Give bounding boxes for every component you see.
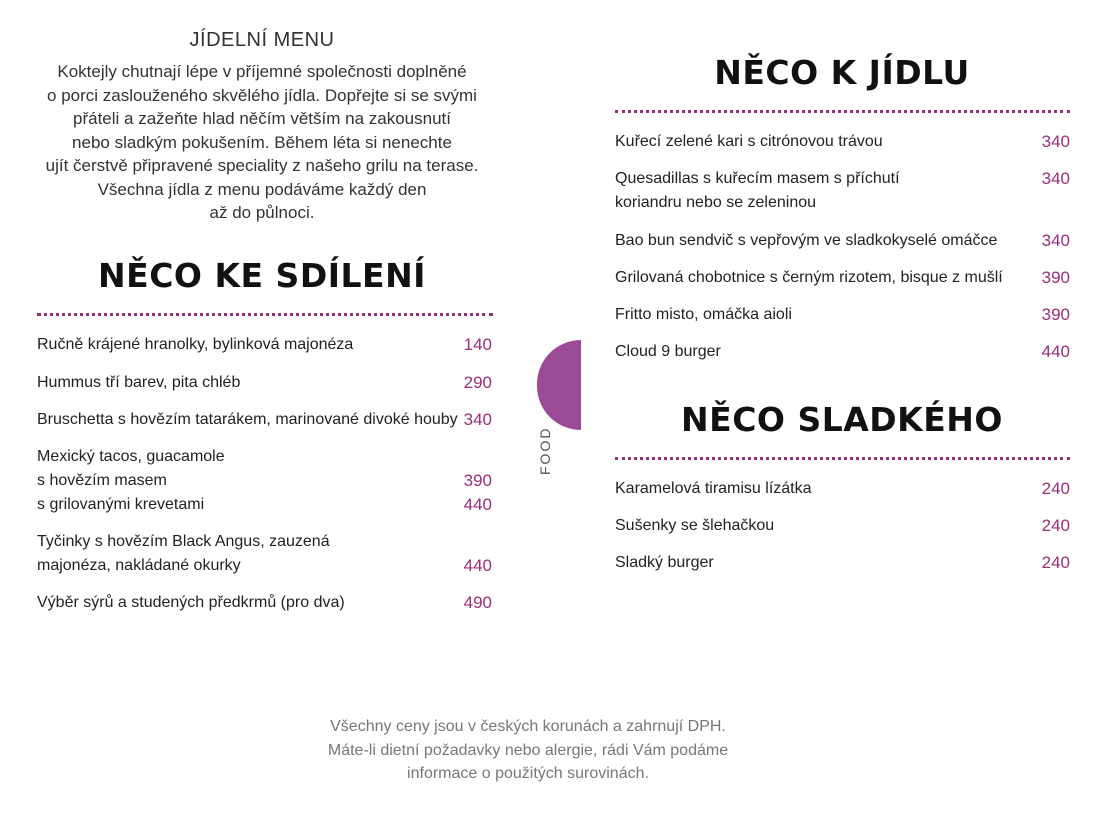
menu-item [37, 408, 458, 432]
intro-paragraph [30, 60, 494, 225]
menu-item [37, 333, 353, 357]
price: 240 [1041, 516, 1070, 535]
menu-item [615, 229, 997, 253]
price: 240 [1041, 553, 1070, 572]
menu-item-name: Karamelová tiramisu lízátka [615, 480, 812, 497]
price: 490 [463, 593, 492, 612]
menu-item [37, 445, 225, 517]
menu-item-name: Mexický tacos, guacamole [37, 448, 225, 465]
section-heading-sharing: NĚCO KE SDÍLENÍ [98, 256, 426, 295]
price: 440 [463, 495, 492, 514]
footer-line: Máte-li dietní požadavky nebo alergie, rádi Vám podáme [327, 741, 729, 759]
intro-line: ujít čerstvě připravené speciality z našeho grilu na terase. [45, 156, 479, 175]
menu-item-name: Bruschetta s hovězím tatarákem, marinované divoké houby [37, 411, 458, 428]
menu-item-price [430, 445, 492, 517]
price: 140 [463, 335, 492, 354]
menu-title: JÍDELNÍ MENU [189, 29, 335, 51]
menu-item-price [430, 371, 492, 395]
price: 340 [463, 410, 492, 429]
price: 390 [1041, 268, 1070, 287]
menu-item [615, 303, 792, 327]
footer-line: informace o použitých surovinách. [407, 765, 649, 782]
price: 340 [1041, 132, 1070, 151]
menu-item-name: Quesadillas s kuřecím masem s příchutí [615, 170, 900, 187]
menu-item-price [1008, 477, 1070, 501]
menu-item-name: Kuřecí zelené kari s citrónovou trávou [615, 133, 883, 150]
price [430, 530, 492, 554]
price: 340 [1041, 169, 1070, 188]
menu-item [615, 477, 812, 501]
price: 290 [463, 373, 492, 392]
menu-item-price [430, 333, 492, 357]
menu-item [615, 130, 883, 154]
menu-item-name: Sladký burger [615, 554, 714, 571]
dotted-divider [37, 313, 493, 316]
menu-item-price [430, 530, 492, 578]
footer-note [260, 715, 796, 786]
menu-item-price [1008, 551, 1070, 575]
menu-item-name: Grilovaná chobotnice s černým rizotem, bisque z mušlí [615, 269, 1003, 286]
intro-line: o porci zaslouženého skvělého jídla. Dopřejte si se svými [47, 85, 477, 105]
intro-line: až do půlnoci. [209, 203, 315, 222]
menu-item [615, 340, 721, 364]
menu-item-name: Sušenky se šlehačkou [615, 517, 775, 534]
price: 240 [1041, 479, 1070, 498]
food-label: FOOD [537, 426, 553, 475]
menu-item [615, 551, 714, 575]
menu-item-name: Ručně krájené hranolky, bylinková majonéza [37, 336, 354, 353]
price: 340 [1041, 231, 1070, 250]
intro-line: Koktejly chutnají lépe v příjemné společnosti doplněné [57, 62, 467, 81]
menu-item-name: Výběr sýrů a studených předkrmů (pro dva) [37, 594, 345, 611]
dotted-divider [615, 110, 1070, 113]
price: 440 [463, 556, 492, 575]
intro-line: Všechna jídla z menu podáváme každý den [97, 179, 427, 199]
menu-item-price [1028, 266, 1070, 290]
dotted-divider [615, 457, 1070, 460]
menu-item-name: majonéza, nakládané okurky [37, 557, 241, 574]
menu-item-price [455, 408, 492, 432]
menu-item-price [1008, 167, 1070, 191]
intro-line: nebo sladkým pokušením. Během léta si nenechte [72, 132, 452, 152]
price: 390 [1041, 305, 1070, 324]
section-heading-sweet: NĚCO SLADKÉHO [681, 400, 1003, 439]
menu-item-name: Tyčinky s hovězím Black Angus, zauzená [37, 533, 330, 550]
menu-item-name: Bao bun sendvič s vepřovým ve sladkokyselé omáčce [615, 232, 998, 249]
semicircle-decoration [537, 340, 581, 430]
menu-item [37, 591, 345, 615]
section-heading-meals: NĚCO K JÍDLU [714, 53, 970, 92]
menu-item [615, 266, 1003, 290]
menu-item-name: Hummus tří barev, pita chléb [37, 374, 241, 391]
menu-item-price [1008, 229, 1070, 253]
menu-item-name: koriandru nebo se zeleninou [615, 194, 817, 211]
menu-item-price [1008, 514, 1070, 538]
menu-item-price [430, 591, 492, 615]
price: 390 [463, 471, 492, 490]
price: 440 [1041, 342, 1070, 361]
menu-item [37, 530, 330, 578]
menu-item [37, 371, 240, 395]
menu-item-price [1008, 130, 1070, 154]
footer-line: Všechny ceny jsou v českých korunách a zahrnují DPH. [330, 718, 726, 735]
menu-item [615, 514, 774, 538]
intro-line: přáteli a zažeňte hlad něčím větším na zakousnutí [73, 109, 451, 128]
menu-item-variant: s grilovanými krevetami [37, 496, 205, 513]
menu-item-name: Cloud 9 burger [615, 343, 721, 360]
menu-item-variant: s hovězím masem [37, 472, 167, 489]
price [430, 445, 492, 469]
menu-item-name: Fritto misto, omáčka aioli [615, 306, 792, 323]
menu-item-price [1008, 340, 1070, 364]
menu-item [615, 167, 900, 215]
menu-item-price [1008, 303, 1070, 327]
